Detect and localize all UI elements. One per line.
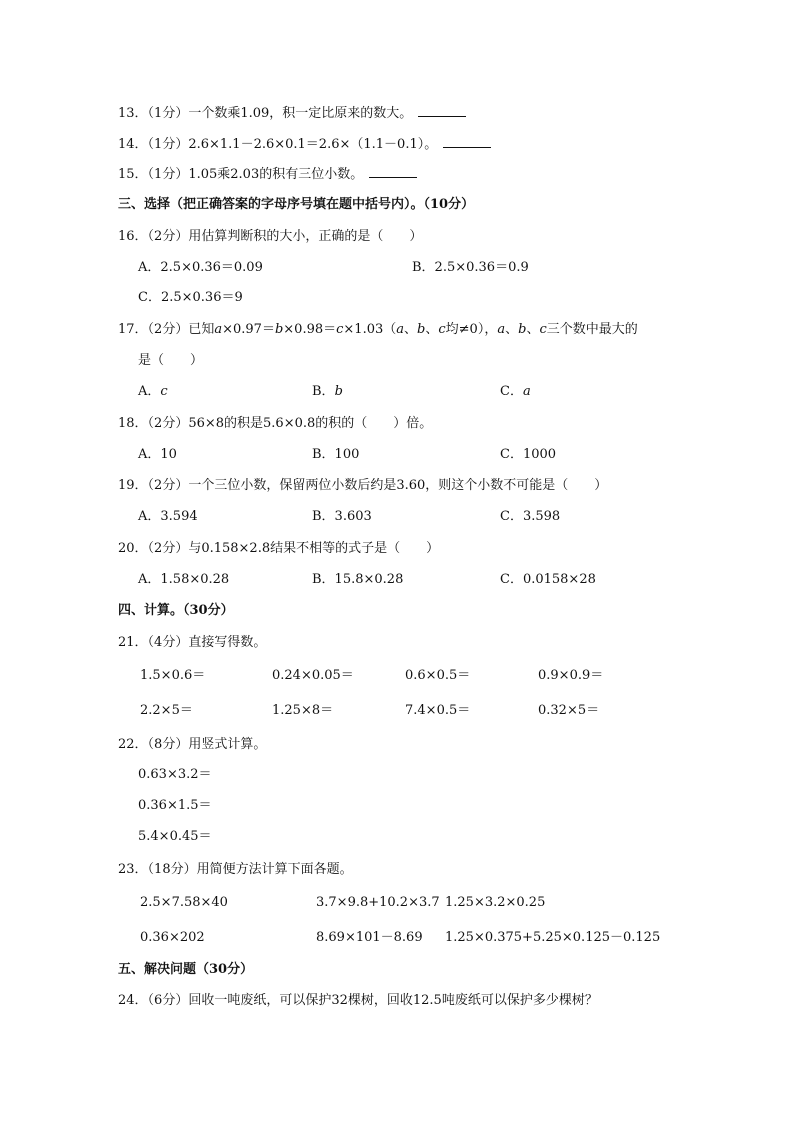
option-a[interactable]: A．1.58×0.28 <box>138 572 230 587</box>
question-number: 19．（2分） <box>118 478 189 493</box>
question-20 <box>118 540 439 558</box>
option-a[interactable]: A．3.594 <box>138 509 198 524</box>
answer-blank[interactable] <box>369 165 417 178</box>
question-number: 18．（2分） <box>118 416 189 431</box>
question-22 <box>118 736 266 754</box>
calc-item: 0.6×0.5＝ <box>405 668 471 683</box>
option-value: a <box>522 384 531 399</box>
question-text: 回收一吨废纸，可以保护32棵树，回收12.5吨废纸可以保护多少棵树？ <box>188 993 598 1008</box>
calc-item: 0.63×3.2＝ <box>138 767 212 782</box>
option-a[interactable]: A．10 <box>138 447 177 462</box>
question-19 <box>118 477 607 495</box>
question-text-continued: 是（ ） <box>138 353 204 368</box>
variable-b: b <box>274 322 284 337</box>
expr-part: ×0.98＝ <box>283 322 337 337</box>
variable-a: a <box>214 322 223 337</box>
question-text: 2.6×1.1－2.6×0.1＝2.6×（1.1－0.1）。 <box>188 137 438 152</box>
question-14 <box>118 135 491 154</box>
variable-b: b <box>417 322 426 337</box>
question-15 <box>118 165 417 184</box>
option-b[interactable]: B．15.8×0.28 <box>312 572 404 587</box>
calc-item: 1.5×0.6＝ <box>140 668 206 683</box>
option-b[interactable]: B．3.603 <box>312 509 372 524</box>
section-heading: 三、选择（把正确答案的字母序号填在题中括号内）。（10分） <box>118 197 475 212</box>
calc-item: 0.9×0.9＝ <box>538 668 604 683</box>
expr-part: ×0.97＝ <box>222 322 275 337</box>
question-text: 用竖式计算。 <box>188 737 267 752</box>
question-16 <box>118 228 422 246</box>
option-c[interactable]: C．2.5×0.36＝9 <box>138 290 243 305</box>
question-text: 与0.158×2.8结果不相等的式子是（ ） <box>188 541 440 556</box>
calc-item: 1.25×3.2×0.25 <box>445 895 546 910</box>
option-b[interactable]: B．2.5×0.36＝0.9 <box>412 260 529 275</box>
question-text: 用简便方法计算下面各题。 <box>196 862 353 877</box>
variable-a: a <box>396 322 405 337</box>
question-13 <box>118 104 466 123</box>
separator: 、 <box>505 322 519 337</box>
option-label: A． <box>138 384 161 399</box>
option-c[interactable]: C．3.598 <box>500 509 561 524</box>
separator: 、 <box>526 322 540 337</box>
calc-item: 0.32×5＝ <box>538 703 600 718</box>
option-c[interactable] <box>500 383 531 401</box>
option-label: B． <box>312 384 335 399</box>
question-23 <box>118 861 353 879</box>
expr-part: 三个数中最大的 <box>546 322 638 337</box>
option-c[interactable]: C．0.0158×28 <box>500 572 596 587</box>
option-a[interactable]: A．2.5×0.36＝0.09 <box>138 260 263 275</box>
calc-item: 0.24×0.05＝ <box>272 668 354 683</box>
option-label: C． <box>500 384 523 399</box>
question-number: 13．（1分） <box>118 106 189 121</box>
option-b[interactable]: B．100 <box>312 447 360 462</box>
answer-blank[interactable] <box>418 104 466 117</box>
question-text: 56×8的积是5.6×0.8的积的（ ）倍。 <box>188 416 433 431</box>
calc-item: 0.36×202 <box>140 930 205 945</box>
question-text: 直接写得数。 <box>188 635 267 650</box>
question-text: 用估算判断积的大小，正确的是（ ） <box>188 229 423 244</box>
calc-item: 2.5×7.58×40 <box>140 895 228 910</box>
section-heading: 五、解决问题（30分） <box>118 962 254 977</box>
variable-a: a <box>497 322 506 337</box>
answer-blank[interactable] <box>443 135 491 148</box>
question-text: 已知 <box>188 322 215 337</box>
expr-part: 均≠0）， <box>445 322 498 337</box>
question-24 <box>118 992 598 1010</box>
option-value: b <box>334 384 343 399</box>
option-c[interactable]: C．1000 <box>500 447 557 462</box>
question-number: 21．（4分） <box>118 635 189 650</box>
question-text: 一个数乘1.09，积一定比原来的数大。 <box>188 106 413 121</box>
option-a[interactable] <box>138 383 168 401</box>
calc-item: 3.7×9.8+10.2×3.7 <box>316 895 440 910</box>
question-number: 23．（18分） <box>118 862 197 877</box>
option-b[interactable] <box>312 383 343 401</box>
calc-item: 0.36×1.5＝ <box>138 798 212 813</box>
option-value: c <box>160 384 168 399</box>
question-number: 16．（2分） <box>118 229 189 244</box>
variable-b: b <box>518 322 527 337</box>
variable-c: c <box>438 322 446 337</box>
question-number: 22．（8分） <box>118 737 189 752</box>
calc-item: 8.69×101－8.69 <box>316 930 423 945</box>
question-text: 一个三位小数，保留两位小数后约是3.60，则这个小数不可能是（ ） <box>188 478 608 493</box>
calc-item: 5.4×0.45＝ <box>138 829 212 844</box>
question-number: 17．（2分） <box>118 322 189 337</box>
calc-item: 2.2×5＝ <box>140 703 193 718</box>
question-text: 1.05乘2.03的积有三位小数。 <box>188 167 364 182</box>
question-number: 24．（6分） <box>118 993 189 1008</box>
question-17 <box>118 321 638 339</box>
question-number: 20．（2分） <box>118 541 189 556</box>
question-21 <box>118 634 266 652</box>
expr-part: ×1.03（ <box>343 322 397 337</box>
question-number: 15．（1分） <box>118 167 189 182</box>
variable-c: c <box>336 322 344 337</box>
section-heading: 四、计算。（30分） <box>118 603 234 618</box>
question-18 <box>118 415 432 433</box>
variable-c: c <box>539 322 547 337</box>
separator: 、 <box>404 322 418 337</box>
calc-item: 1.25×0.375+5.25×0.125－0.125 <box>445 930 661 945</box>
calc-item: 1.25×8＝ <box>272 703 334 718</box>
separator: 、 <box>425 322 439 337</box>
question-number: 14．（1分） <box>118 137 189 152</box>
calc-item: 7.4×0.5＝ <box>405 703 471 718</box>
